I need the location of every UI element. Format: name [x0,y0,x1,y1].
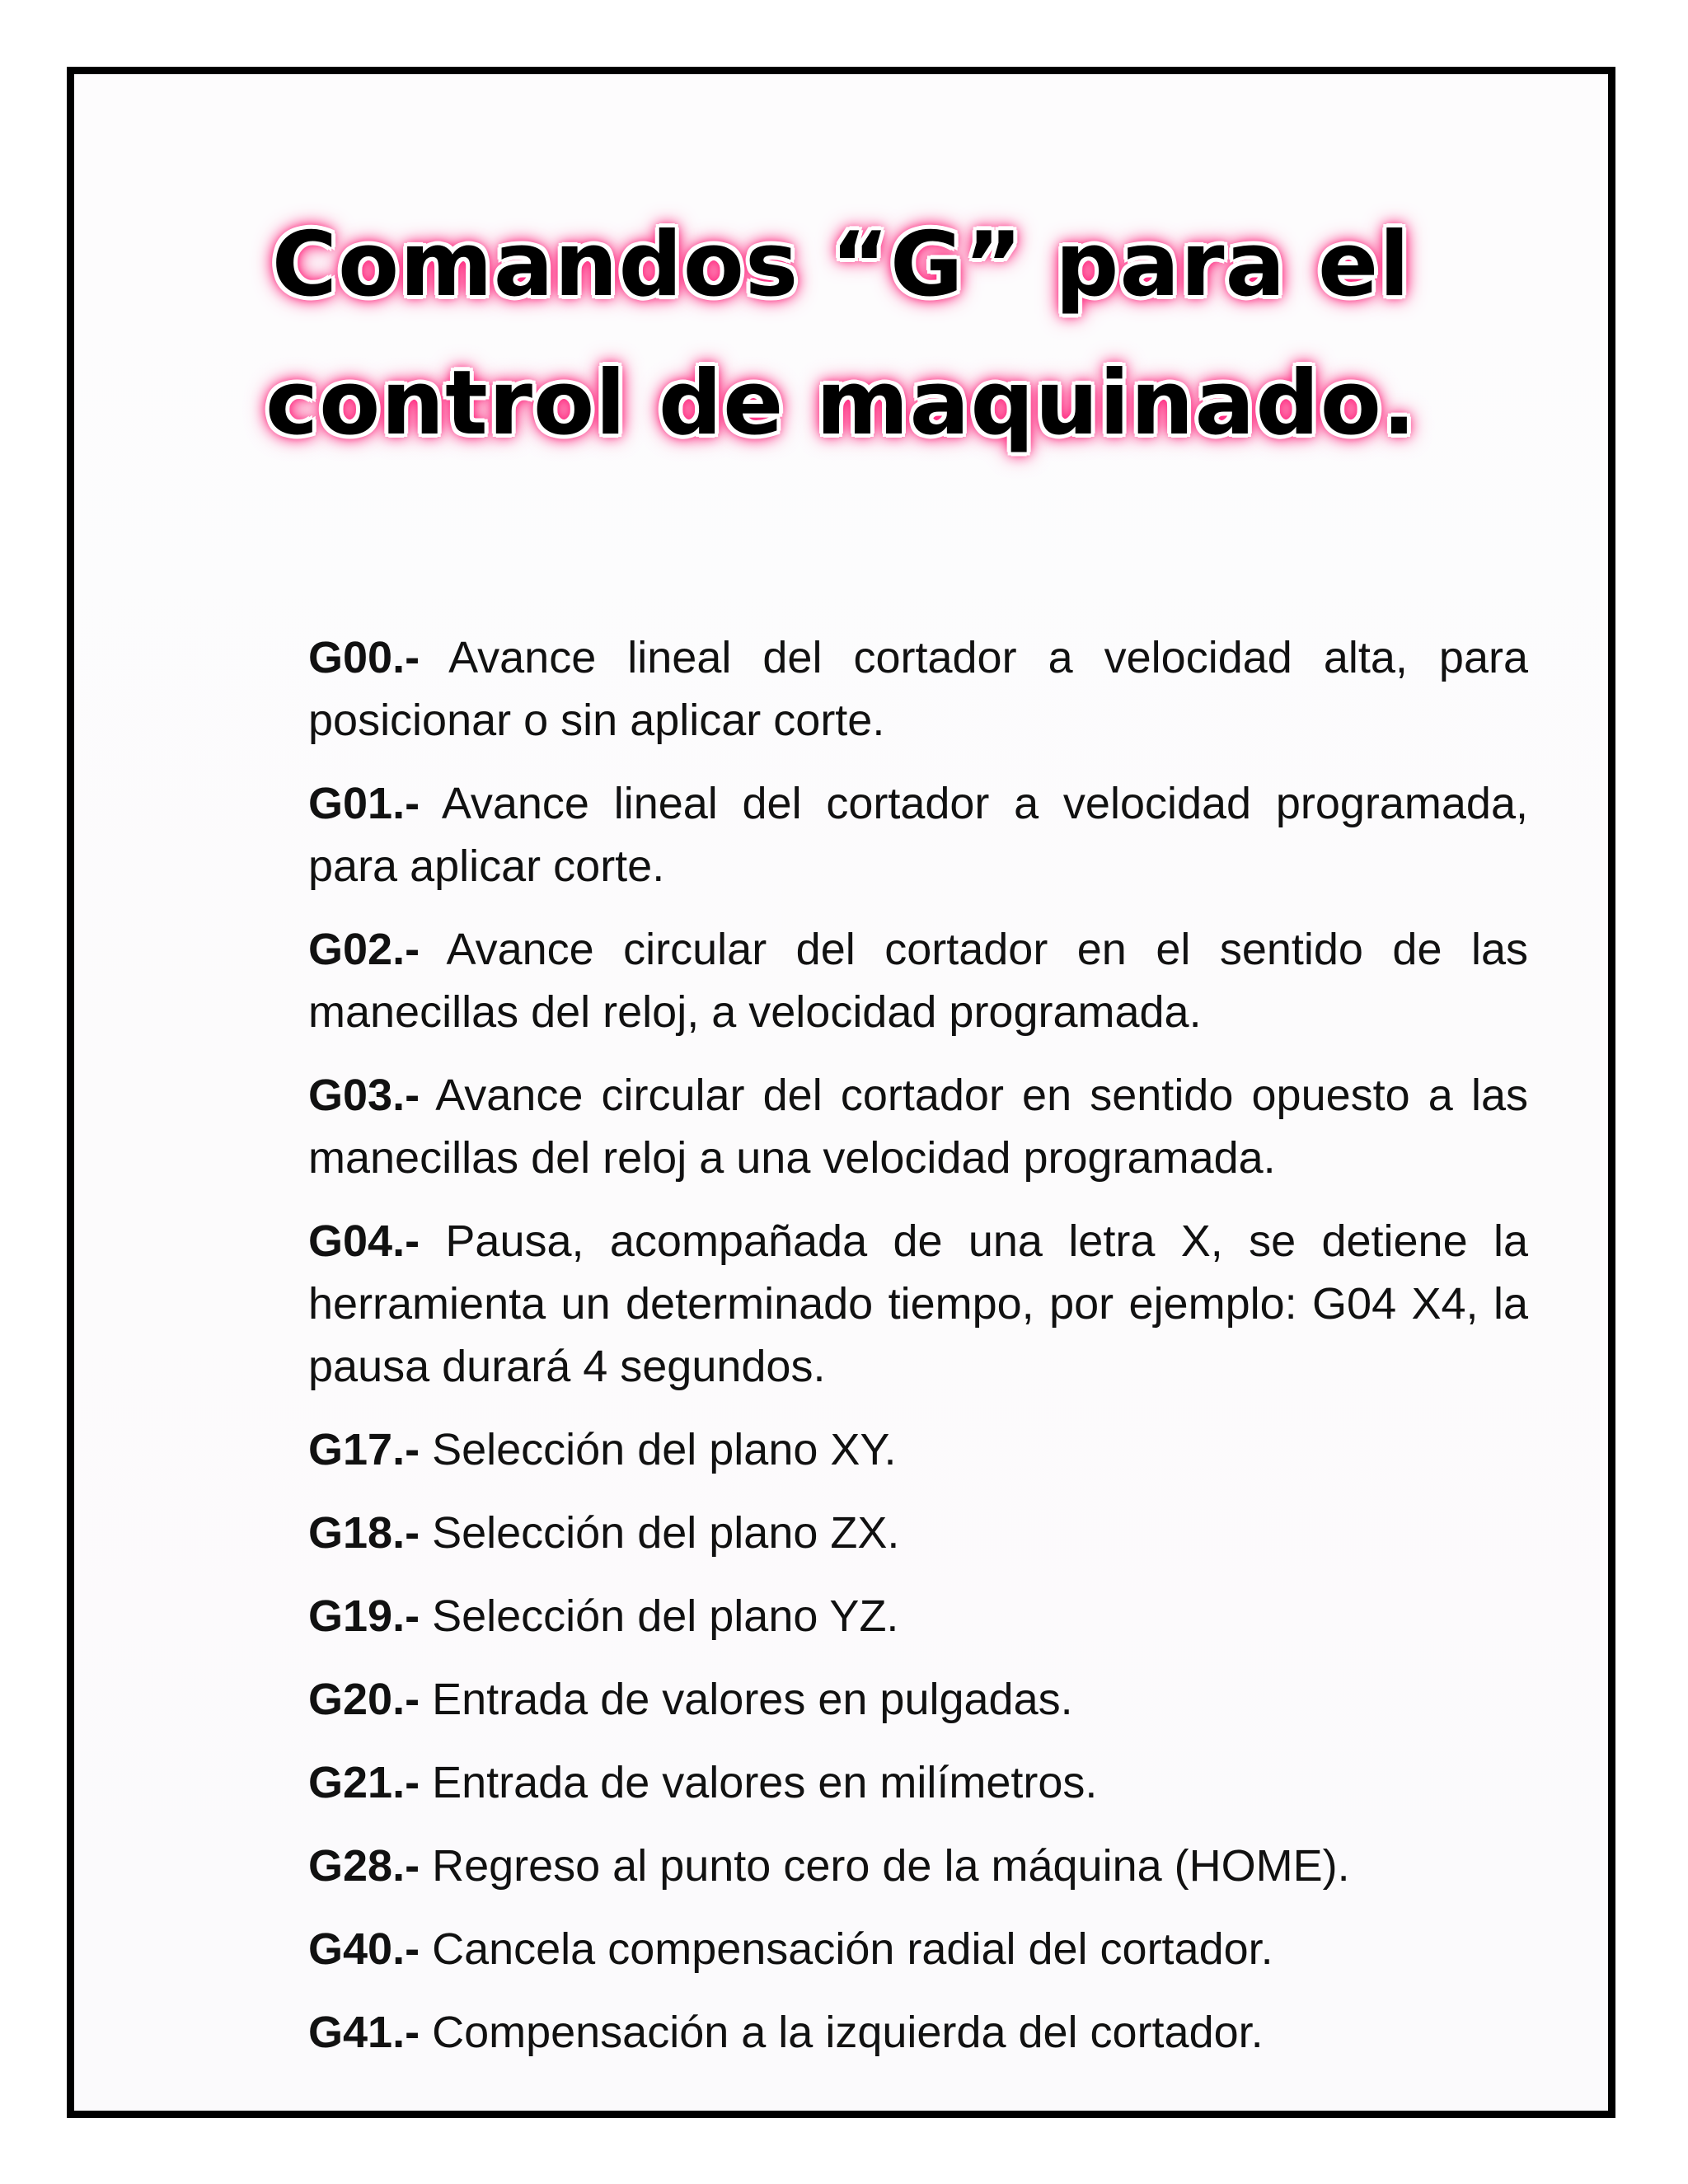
title-line-2: control de maquinado. [265,352,1417,455]
command-code: G19.- [308,1591,420,1641]
command-item-g18 [308,1502,1528,1564]
command-description: Compensación a la izquierda del cortador. [420,2008,1264,2057]
command-description: Avance circular del cortador en sentido opuesto a las manecillas del reloj a una velocidad programada. [308,1071,1528,1183]
command-code: G28.- [308,1841,420,1891]
command-code: G03.- [308,1071,420,1120]
command-description: Avance circular del cortador en el sentido de las manecillas del reloj, a velocidad programada. [308,925,1528,1037]
command-description: Selección del plano XY. [420,1425,897,1474]
title-line-1: Comandos “G” para el [271,213,1411,316]
command-item-g17 [308,1418,1528,1481]
command-code: G01.- [308,779,420,828]
command-item-g03 [308,1064,1528,1189]
command-description: Selección del plano ZX. [420,1508,900,1558]
command-code: G04.- [308,1216,420,1266]
page-frame [67,67,1615,2118]
command-code: G40.- [308,1924,420,1974]
command-item-g41 [308,2001,1528,2064]
command-code: G41.- [308,2008,420,2057]
command-item-g00 [308,626,1528,752]
command-code: G02.- [308,925,420,974]
command-item-g21 [308,1751,1528,1814]
command-item-g28 [308,1835,1528,1897]
command-list [308,626,1528,2084]
command-item-g19 [308,1585,1528,1647]
command-item-g02 [308,918,1528,1043]
command-item-g01 [308,772,1528,898]
command-description: Entrada de valores en pulgadas. [420,1675,1073,1724]
command-description: Cancela compensación radial del cortador. [420,1924,1273,1974]
command-description: Regreso al punto cero de la máquina (HOME). [420,1841,1350,1891]
command-item-g40 [308,1918,1528,1980]
command-description: Avance lineal del cortador a velocidad alta, para posicionar o sin aplicar corte. [308,633,1528,745]
command-description: Avance lineal del cortador a velocidad programada, para aplicar corte. [308,779,1528,891]
command-description: Pausa, acompañada de una letra X, se detiene la herramienta un determinado tiempo, por ejemplo: G04 X4, la pausa durará 4 segundos. [308,1216,1528,1391]
command-code: G17.- [308,1425,420,1474]
command-code: G20.- [308,1675,420,1724]
command-description: Entrada de valores en milímetros. [420,1758,1098,1807]
command-code: G18.- [308,1508,420,1558]
page-title [74,213,1608,455]
command-item-g20 [308,1668,1528,1731]
command-code: G21.- [308,1758,420,1807]
command-description: Selección del plano YZ. [420,1591,899,1641]
command-code: G00.- [308,633,420,682]
command-item-g04 [308,1210,1528,1398]
